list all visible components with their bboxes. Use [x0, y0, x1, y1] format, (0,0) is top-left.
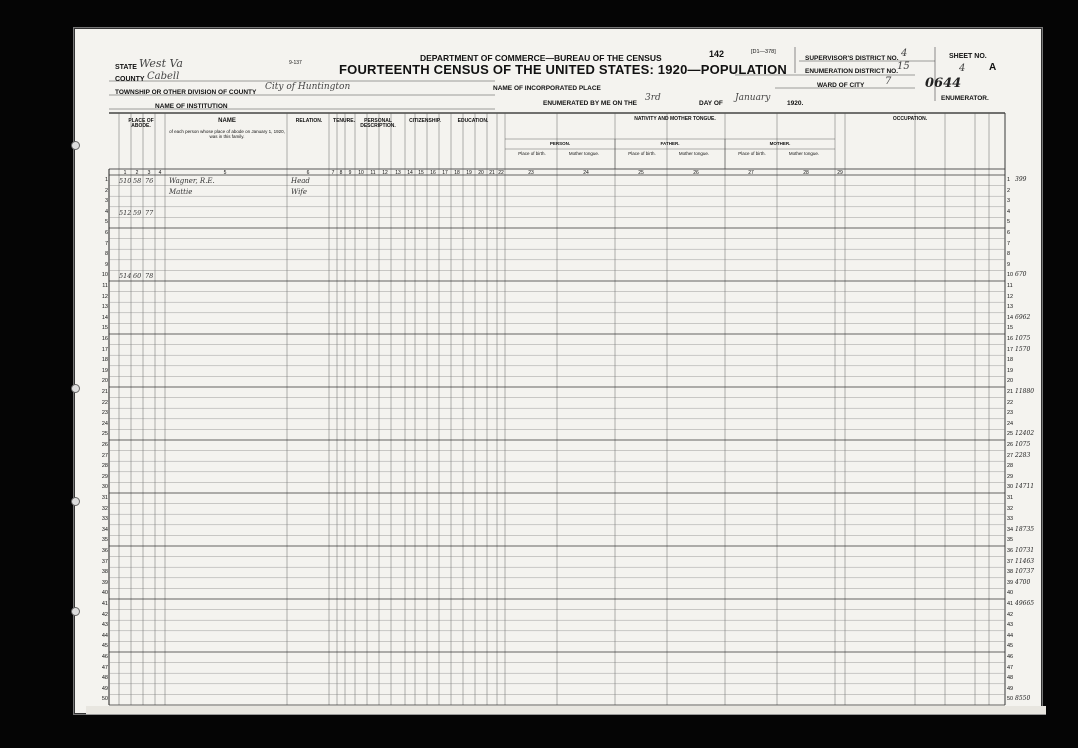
row-number-left: 5: [104, 219, 108, 226]
row-number-left: 20: [101, 378, 108, 385]
margin-note: 6962: [1015, 313, 1031, 321]
row-number-right: 13: [1007, 304, 1014, 311]
column-number: 9: [348, 170, 352, 176]
row-number-left: 40: [101, 590, 108, 597]
relation-value: Head: [291, 177, 310, 185]
margin-note: 11880: [1015, 388, 1035, 395]
column-number: 6: [306, 170, 310, 176]
row-number-right: 39: [1007, 579, 1014, 586]
row-number-right: 15: [1007, 325, 1014, 332]
row-number-right: 45: [1007, 643, 1014, 650]
row-number-left: 46: [101, 654, 108, 660]
margin-note: 10731: [1015, 547, 1035, 554]
row-number-left: 47: [101, 664, 108, 671]
enumerator-label: ENUMERATOR.: [941, 95, 989, 102]
row-number-right: 26: [1007, 442, 1014, 448]
house-number: 514: [119, 272, 132, 281]
column-number: 13: [395, 170, 401, 176]
margin-note: 1570: [1015, 345, 1031, 353]
row-number-right: 25: [1007, 431, 1014, 438]
row-number-left: 36: [101, 548, 108, 554]
row-number-left: 10: [101, 272, 108, 279]
column-number: 15: [418, 170, 424, 176]
page-stamp: 142: [709, 49, 725, 59]
supervisor-value: 4: [901, 48, 908, 59]
supervisor-label: SUPERVISOR'S DISTRICT NO.: [805, 55, 899, 62]
census-sheet: [74, 28, 1042, 714]
year-value: 1920.: [787, 100, 804, 107]
row-number-left: 25: [101, 431, 108, 438]
row-number-left: 3: [104, 198, 108, 205]
header-citizenship: CITIZENSHIP.: [409, 118, 441, 124]
row-number-right: 8: [1007, 251, 1011, 258]
state-value: West Va: [139, 57, 183, 70]
row-number-left: 15: [101, 325, 108, 332]
column-number: 1: [123, 170, 127, 176]
column-number: 25: [638, 170, 644, 176]
row-number-left: 38: [101, 569, 108, 576]
column-number: 12: [382, 170, 388, 176]
column-number: 16: [430, 170, 436, 176]
row-number-right: 43: [1007, 622, 1014, 629]
margin-note: 1075: [1015, 335, 1031, 342]
header-name: NAME: [218, 118, 236, 124]
header-place-of-abode: PLACE OF ABODE.: [128, 118, 154, 129]
column-number: 18: [454, 170, 460, 176]
row-number-left: 21: [101, 389, 108, 395]
column-number: 11: [370, 170, 376, 176]
column-number: 27: [748, 170, 754, 176]
header-person: PERSON.: [549, 141, 571, 146]
dwelling-number: 60: [133, 272, 142, 281]
punch-hole: [71, 607, 80, 616]
row-number-right: 50: [1007, 696, 1014, 703]
row-number-right: 10: [1007, 272, 1014, 279]
sheet-value: 4: [959, 63, 966, 74]
row-number-right: 31: [1007, 495, 1014, 501]
row-number-left: 43: [101, 622, 108, 629]
row-number-left: 7: [104, 240, 108, 247]
margin-note: 8550: [1015, 695, 1031, 703]
row-number-right: 2: [1007, 187, 1011, 194]
row-number-left: 26: [101, 442, 108, 448]
row-number-left: 33: [101, 516, 108, 523]
state-label: STATE: [115, 64, 137, 71]
header-relation: RELATION.: [295, 118, 323, 124]
township-label: TOWNSHIP OR OTHER DIVISION OF COUNTY: [115, 89, 257, 96]
row-number-right: 44: [1007, 632, 1014, 639]
enumeration-label: ENUMERATION DISTRICT NO.: [805, 68, 899, 75]
column-number: 10: [358, 170, 364, 176]
family-number: 78: [145, 272, 154, 281]
row-number-right: 12: [1007, 293, 1014, 300]
family-number: 77: [145, 208, 154, 217]
row-number-right: 6: [1007, 230, 1011, 236]
column-number: 3: [147, 170, 151, 176]
row-number-right: 42: [1007, 611, 1014, 618]
header-mother: MOTHER.: [769, 141, 791, 146]
row-number-right: 19: [1007, 367, 1014, 374]
margin-note: 11463: [1015, 557, 1035, 565]
row-number-right: 37: [1007, 558, 1014, 565]
row-number-right: 18: [1007, 357, 1014, 364]
dwelling-number: 58: [133, 177, 142, 185]
row-number-left: 35: [101, 537, 108, 544]
margin-note: 399: [1015, 176, 1027, 183]
row-number-left: 1: [104, 177, 108, 183]
row-number-left: 27: [101, 452, 108, 459]
row-number-right: 21: [1007, 389, 1014, 395]
column-number: 28: [803, 170, 809, 176]
column-number: 24: [583, 170, 589, 176]
row-number-left: 37: [101, 558, 108, 565]
column-number: 2: [135, 170, 139, 176]
ward-value: 7: [885, 76, 892, 87]
row-number-left: 2: [104, 187, 108, 194]
row-number-left: 49: [101, 685, 108, 692]
incorporated-place-label: NAME OF INCORPORATED PLACE: [493, 85, 601, 92]
row-number-right: 35: [1007, 537, 1014, 544]
row-number-right: 20: [1007, 378, 1014, 385]
row-number-right: 38: [1007, 569, 1014, 576]
enumeration-value: 15: [897, 61, 910, 72]
row-number-right: 28: [1007, 463, 1014, 470]
row-number-left: 19: [101, 367, 108, 374]
sheet-letter: A: [989, 62, 997, 73]
row-number-left: 41: [101, 601, 108, 607]
sheet-label: SHEET NO.: [949, 53, 987, 60]
house-number: 510: [119, 177, 132, 185]
mother-place-of-birth: Place of birth.: [738, 151, 766, 156]
column-number: 17: [442, 170, 448, 176]
ward-label: WARD OF CITY: [817, 82, 865, 89]
form-code: [D1—378]: [751, 49, 776, 55]
row-number-right: 49: [1007, 685, 1014, 692]
film-number: 0644: [925, 76, 962, 91]
column-number: 22: [498, 170, 504, 176]
row-number-right: 23: [1007, 410, 1014, 417]
margin-note: 18735: [1015, 525, 1035, 533]
row-number-right: 22: [1007, 399, 1014, 406]
father-mother-tongue: Mother tongue.: [678, 151, 710, 156]
row-number-right: 11: [1007, 283, 1013, 289]
column-number: 4: [158, 170, 162, 176]
margin-note: 670: [1015, 271, 1027, 279]
row-number-right: 32: [1007, 505, 1014, 512]
column-number: 20: [478, 170, 484, 176]
county-value: Cabell: [147, 71, 180, 82]
row-number-left: 48: [101, 675, 108, 682]
row-number-left: 45: [101, 643, 108, 650]
row-number-left: 42: [101, 611, 108, 618]
margin-note: 12402: [1015, 430, 1035, 438]
margin-note: 1075: [1015, 441, 1031, 448]
row-number-right: 4: [1007, 208, 1011, 215]
column-number: 19: [466, 170, 472, 176]
day-of-label: DAY OF: [699, 100, 723, 107]
column-number: 23: [528, 170, 534, 176]
margin-note: 14711: [1015, 483, 1035, 491]
row-number-right: 29: [1007, 473, 1014, 480]
form-title: FOURTEENTH CENSUS OF THE UNITED STATES: 1920—POPULATION: [339, 62, 787, 77]
row-number-left: 11: [102, 283, 108, 289]
row-number-right: 14: [1007, 314, 1014, 321]
mother-mother-tongue: Mother tongue.: [788, 151, 820, 156]
row-number-left: 12: [101, 293, 108, 300]
column-number: 29: [837, 170, 843, 176]
row-number-left: 4: [104, 208, 108, 215]
row-number-left: 18: [101, 357, 108, 364]
punch-hole: [71, 141, 80, 150]
margin-note: 2283: [1015, 451, 1031, 459]
dwelling-number: 59: [133, 208, 142, 217]
row-number-right: 36: [1007, 548, 1014, 554]
row-number-left: 31: [101, 495, 108, 501]
row-number-right: 34: [1007, 526, 1014, 533]
father-place-of-birth: Place of birth.: [628, 151, 656, 156]
row-number-left: 6: [104, 230, 108, 236]
row-number-right: 16: [1007, 336, 1014, 342]
row-number-left: 23: [101, 410, 108, 417]
month-value: January: [735, 93, 771, 103]
header-father: FATHER.: [660, 141, 680, 146]
row-number-left: 32: [101, 505, 108, 512]
header-name-sub: of each person whose place of abode on January 1, 1920, was in this family.: [169, 129, 285, 139]
institution-label: NAME OF INSTITUTION: [155, 103, 228, 110]
person-place-of-birth: Place of birth.: [518, 151, 546, 156]
person-name: Wagner, R.E.: [169, 177, 215, 185]
row-number-right: 33: [1007, 516, 1014, 523]
row-number-right: 3: [1007, 198, 1011, 205]
row-number-right: 17: [1007, 346, 1014, 353]
form-number: 9-137: [289, 60, 302, 66]
margin-note: 10737: [1015, 568, 1035, 576]
column-number: 21: [489, 170, 495, 176]
header-tenure: TENURE.: [333, 118, 355, 124]
row-number-right: 7: [1007, 240, 1011, 247]
row-number-left: 13: [101, 304, 108, 311]
column-number: 8: [339, 170, 343, 176]
header-occupation: OCCUPATION.: [892, 116, 928, 122]
header-nativity: NATIVITY AND MOTHER TONGUE.: [634, 116, 716, 122]
row-number-right: 1: [1007, 177, 1011, 183]
row-number-left: 14: [101, 314, 108, 321]
row-number-right: 48: [1007, 675, 1014, 682]
row-number-left: 17: [101, 346, 108, 353]
row-number-left: 16: [101, 336, 108, 342]
relation-value: Wife: [291, 187, 308, 196]
column-number: 5: [223, 170, 227, 176]
person-mother-tongue: Mother tongue.: [568, 151, 600, 156]
column-number: 14: [407, 170, 413, 176]
row-number-right: 24: [1007, 420, 1014, 427]
row-number-left: 29: [101, 473, 108, 480]
sheet-edge: [86, 706, 1046, 715]
column-number: 26: [693, 170, 699, 176]
row-number-right: 5: [1007, 219, 1011, 226]
enumerated-label: ENUMERATED BY ME ON THE: [543, 100, 638, 107]
row-number-left: 28: [101, 463, 108, 470]
family-number: 76: [145, 177, 154, 185]
row-number-right: 47: [1007, 664, 1014, 671]
punch-hole: [71, 497, 80, 506]
margin-note: 49665: [1015, 600, 1035, 607]
row-number-left: 24: [101, 420, 108, 427]
row-number-right: 30: [1007, 484, 1014, 491]
row-number-right: 9: [1007, 261, 1011, 268]
header-education: EDUCATION.: [457, 118, 489, 124]
punch-hole: [71, 384, 80, 393]
column-number: 7: [331, 170, 335, 176]
row-number-left: 30: [101, 484, 108, 491]
person-name: Mattie: [169, 187, 193, 196]
county-label: COUNTY: [115, 76, 145, 83]
row-number-left: 22: [101, 399, 108, 406]
row-number-left: 39: [101, 579, 108, 586]
row-number-right: 40: [1007, 590, 1014, 597]
row-number-left: 44: [101, 632, 108, 639]
township-value: City of Huntington: [265, 82, 351, 92]
row-number-right: 46: [1007, 654, 1014, 660]
house-number: 512: [119, 208, 132, 217]
header-personal: PERSONAL DESCRIPTION.: [360, 118, 396, 129]
enumerated-day: 3rd: [645, 93, 661, 103]
department-line: DEPARTMENT OF COMMERCE—BUREAU OF THE CENSUS: [420, 53, 662, 63]
row-number-left: 34: [101, 526, 108, 533]
row-number-right: 41: [1007, 601, 1014, 607]
row-number-left: 9: [104, 261, 108, 268]
row-number-right: 27: [1007, 452, 1014, 459]
margin-note: 4700: [1015, 578, 1031, 586]
row-number-left: 8: [104, 251, 108, 258]
row-number-left: 50: [101, 696, 108, 703]
